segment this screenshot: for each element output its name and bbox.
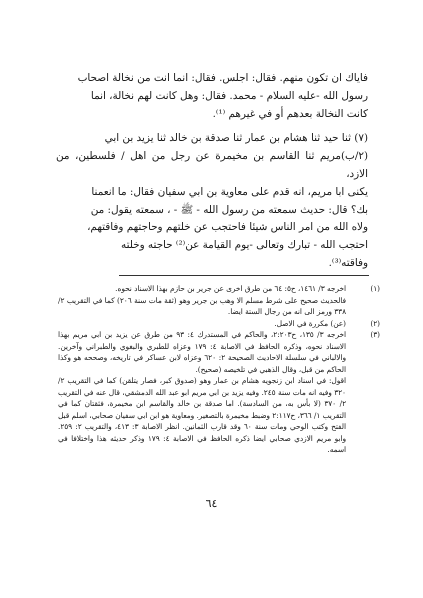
footnote-2	[58, 318, 380, 330]
footnote-text: اخرجه ٣/ ١٤٦١، ح٥: ٦٤ من طرق اخرى عن جرير بن حازم بهذا الاسناد نحوه.	[115, 284, 346, 293]
text-line: كانت النخالة بعدهم أو في غيرهم ⁽¹⁾.	[212, 107, 368, 120]
footnote-text: اقول: في اسناد ابن زنجويه هشام بن عمار وهو (صدوق كبر، فصار يتلقن) كما في التقريب ٢/ ٣٢٠ وفيه انه مات سنة ٢٤٥. وفيه يزيد بن ابي مريم ابو عبد الله الدمشقي، قال عنه في التقريب ٢/ ٣٧٠ (لا بأس به، من السادسة). اما صدقة بن خالد والقاسم ابن مخيمرة، فثقتان كما في التقريب ١/ ٣٦٦، ح٢:١١٧ وضبط مخيمرة بالتصغير. ومعاوية هو ابن ابي سفيان صحابي، اسلم قبل الفتح وكتب الوحي ومات سنة ٦٠ وقد قارب الثمانين. انظر الاصابة ٣: ٤١٣، والتقريب ٢: ٢٥٩. وابو مريم الازدي صحابي ايضا ذكره الحافظ في الاصابة ٤: ١٧٩ وذكر حديثه هذا واختلافا في اسمه.	[58, 376, 347, 454]
footnote-number: (٣)	[370, 330, 380, 339]
text-line: (٢/ب)مريم ثنا القاسم بن مخيمرة عن رجل من اهل / فلسطين، من الازد،	[56, 150, 368, 180]
footnote-1	[58, 283, 380, 318]
main-text	[56, 70, 368, 273]
footnote-text: فالحديث صحيح على شرط مسلم الا وهب بن جرير وهو (ثقة مات سنة ٢٠٦) كما في التقريب ٢/ ٣٣٨ ورمز الى انه من رجال الستة ايضا.	[58, 295, 347, 316]
text-line: (٧) ثنا حيد ثنا هشام بن عمار ثنا صدقة بن خالد ثنا يزيد بن ابي	[104, 132, 368, 145]
footnote-text: (عن) مكررة في الاصل.	[274, 318, 346, 328]
footnote-number: (١)	[370, 284, 380, 293]
text-line: وفاقته⁽³⁾.	[328, 256, 368, 269]
footnote-divider	[119, 275, 369, 276]
text-line: ولاه الله من امر الناس شيئا فاحتجب عن خلتهم وحاجتهم وفاقتهم،	[87, 221, 368, 234]
footnote-number: (٢)	[370, 318, 380, 328]
footnotes	[58, 283, 380, 456]
text-line: فاياك ان تكون منهم. فقال: اجلس. فقال: انما انت من نخالة اصحاب	[77, 72, 368, 84]
page-number: ٦٤	[205, 497, 218, 510]
text-line: رسول الله -عليه السلام - محمد. فقال: وهل كانت لهم نخالة، انما	[90, 89, 368, 102]
text-line: احتجب الله - تبارك وتعالى -يوم القيامة عن⁽²⁾ حاجته وخلته	[121, 239, 368, 252]
text-line: بك؟ قال: حديث سمعته من رسول الله - ﷺ - ، سمعته يقول: من	[90, 203, 368, 216]
text-line: يكنى ابا مريم، انه قدم على معاوية بن ابي سفيان فقال: ما انعمنا	[91, 185, 368, 198]
footnote-text: اخرجه ٣/ ١٣٥، ح٢:٢٠٣، والحاكم في المستدرك ٤: ٩٣ من طرق عن يزيد بن ابي مريم بهذا الاسناد نحوه، وذكره الحافظ في الاصابة ٤: ١٧٩ وعزاه للطبري والبغوي والطبراني وآخرين. والالباني في سلسلة الاحاديث الصحيحة ٢: ٦٢٠ وعزاه لابن عساكر في تاريخه، وصححه هو وكذا الحاكم من قبل، وقال الذهبي في تلخيصه (صحيح).	[58, 330, 347, 374]
footnote-3	[58, 329, 380, 456]
